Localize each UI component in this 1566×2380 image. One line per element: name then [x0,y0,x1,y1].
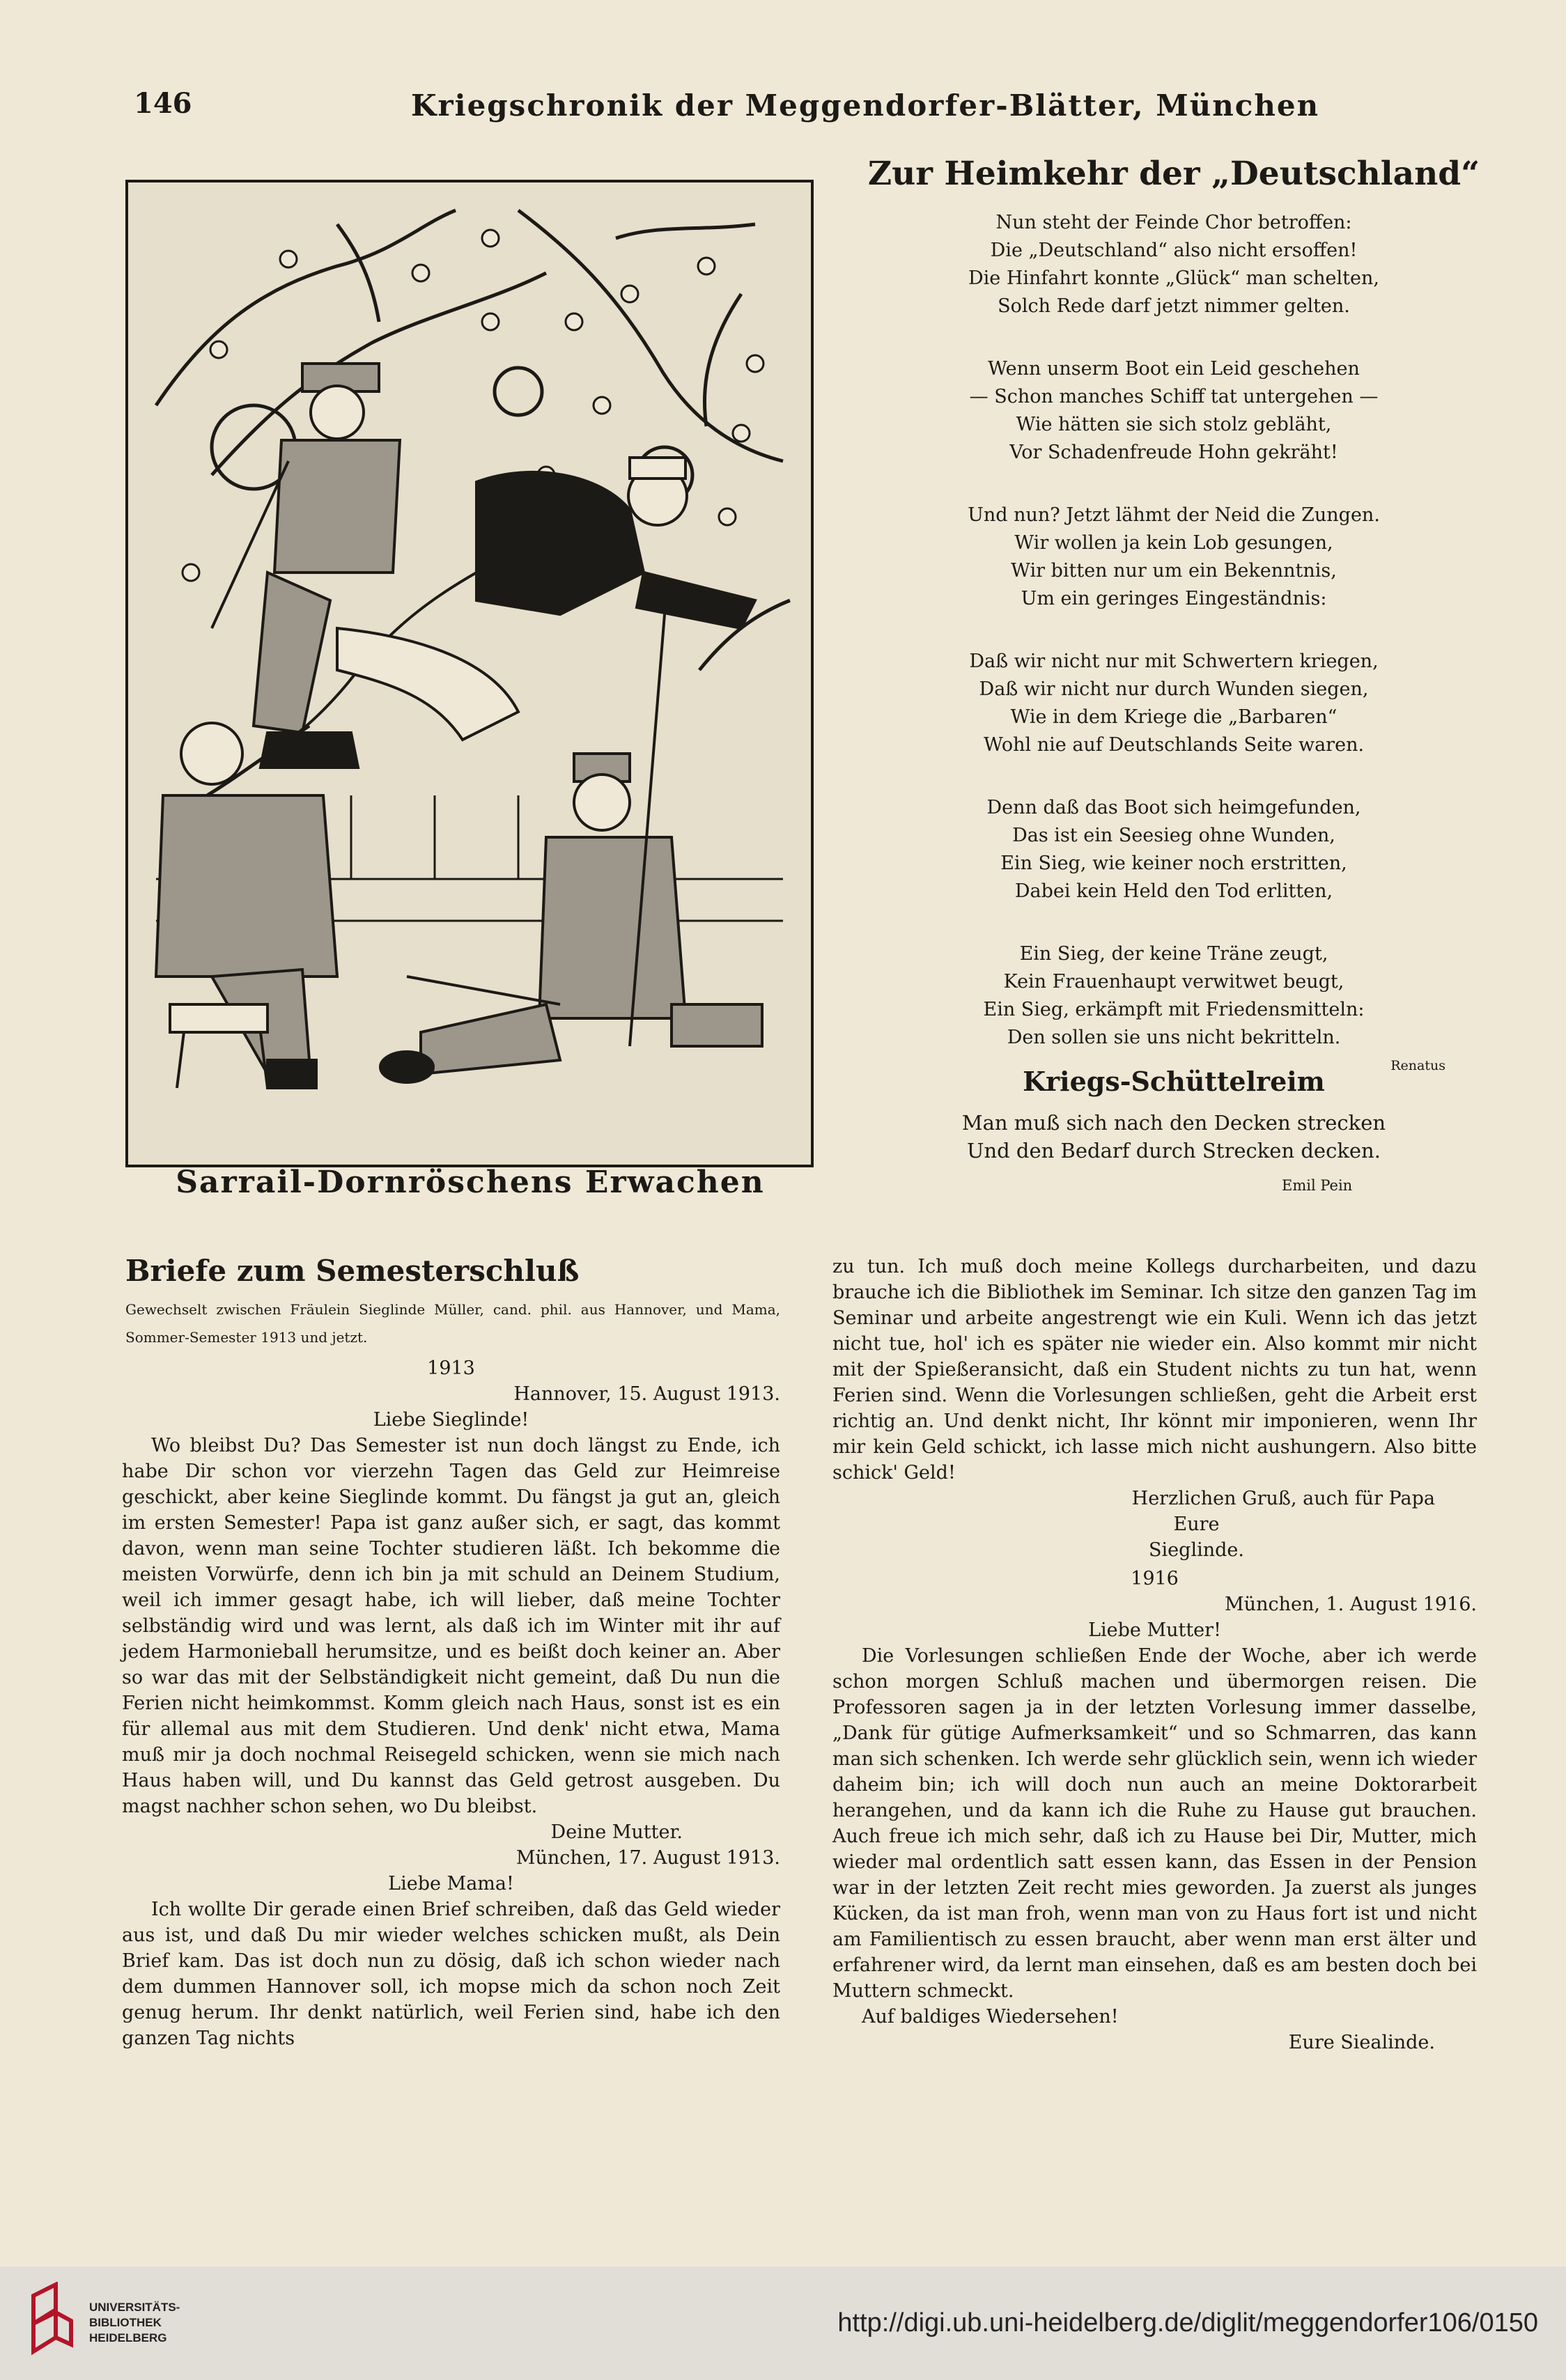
poem-line: Wenn unserm Boot ein Leid geschehen [988,358,1360,380]
kriegs-title: Kriegs-Schüttelreim [1023,1066,1325,1097]
poem-author: Renatus [1390,1058,1445,1073]
poem-stanza [836,648,1512,759]
poem-line: Die Hinfahrt konnte „Glück“ man schelten, [968,267,1379,289]
letter-closing: Eure [1173,1514,1220,1535]
poem-line: Nun steht der Feinde Chor betroffen: [995,212,1352,233]
poem-title: Zur Heimkehr der „Deutschland“ [867,155,1480,193]
year-heading: 1913 [427,1358,475,1379]
poem-line: Vor Schadenfreude Hohn gekräht! [1009,442,1338,463]
briefe-title: Briefe zum Semesterschluß [125,1254,580,1288]
letter-place-date: Hannover, 15. August 1913. [513,1383,780,1405]
poem-line: Den sollen sie uns nicht bekritteln. [1007,1027,1341,1048]
kriegs-verse [836,1109,1512,1165]
cartoon-illustration [125,180,814,1167]
letter-body: Ich wollte Dir gerade einen Brief schreiben, daß das Geld wieder aus ist, und daß Du mir wieder welches schicken mußt, als Dein Brief kam. Das ist doch nun zu dösig, daß ich schon wieder nach dem dummen Hannover soll, ich mopse mich da schon noch Zeit genug herum. Ihr denkt natürlich, weil Ferien sind, habe ich den ganzen Tag nichts [122,1899,780,2049]
page-number: 146 [134,87,192,120]
letter-body: zu tun. Ich muß doch meine Kollegs durcharbeiten, und dazu brauche ich die Bibliothek im Seminar. Ich sitze den ganzen Tag im Seminar und arbeite angestrengt wie ein Kuli. Wenn ich das jetzt nicht tue, hol' ich es später nie wieder ein. Also kommt mir nicht mit der Spießeransicht, daß ein Student nichts zu tun hat, wenn Ferien sind. Wenn die Vorlesungen schließen, geht die Arbeit erst richtig an. Und denkt nicht, Ihr könnt mir imponieren, wenn Ihr mir kein Geld schickt, ich lasse mich nicht aushungern. Also bitte schick' Geld! [832,1256,1477,1484]
text-column-right [832,1254,1477,2055]
library-name [89,2300,180,2346]
letter-body: Wo bleibst Du? Das Semester ist nun doch längst zu Ende, ich habe Dir schon vor vierzehn Tagen das Geld zur Heimreise geschickt, aber keine Sieglinde kommt. Du fängst ja gut an, gleich im ersten Semester! Papa ist ganz außer sich, er sagt, das kommt davon, wenn man seine Tochter studieren läßt. Ich bekomme die meisten Vorwürfe, denn ich bin ja mit schuld an Deinem Studium, weil ich immer gesagt habe, ich will lieber, daß meine Tochter selbständig wird und was lernt, als daß ich im Winter mit ihr auf jedem Harmonieball herumsitze, und es beißt doch keiner an. Aber so war das mit der Selbständigkeit nicht gemeint, daß Du nun die Ferien nicht heimkommst. Komm gleich nach Haus, sonst ist es ein für allemal aus mit dem Studieren. Und denk' nicht etwa, Mama muß mir ja doch nochmal Reisegeld schicken, wenn sie mich nach Haus haben will, und Du kannst das Geld getrost ausgeben. Du magst nachher schon sehen, wo Du bleibst. [122,1435,780,1817]
cartoon-drawing [128,182,811,1165]
letter-signature: Sieglinde. [1149,1539,1244,1561]
poem-line: Wir wollen ja kein Lob gesungen, [1014,532,1333,554]
poem-stanza [836,501,1512,613]
letter-body: Die Vorlesungen schließen Ende der Woche, aber ich werde schon morgen Schluß machen und übermorgen reisen. Die Professoren sagen ja in der letzten Vorlesung immer dasselbe, „Dank für gütige Aufmerksamkeit“ und so Schmarren, das kann man sich schenken. Ich werde sehr glücklich sein, wenn ich wieder daheim bin; ich will doch nun auch an meine Doktorarbeit herangehen, und da kann ich die Ruhe zu Hause gut brauchen. Auch freue ich mich sehr, daß ich zu Hause bei Dir, Mutter, mich wieder mal ordentlich satt essen kann, das Essen in der Pension war in der letzten Zeit recht mies geworden. Ja zuerst als junges Kücken, da ist man froh, wenn man von zu Haus fort ist und nicht am Familientisch zu essen braucht, aber wenn man erst älter und erfahrener wird, da lernt man einsehen, daß es am besten doch bei Muttern schmeckt. [832,1645,1477,2002]
poem-line: Daß wir nicht nur durch Wunden siegen, [979,678,1369,700]
year-heading: 1916 [1131,1568,1179,1589]
letter-greeting: Liebe Sieglinde! [373,1409,529,1431]
letter-regards: Herzlichen Gruß, auch für Papa [1131,1488,1435,1509]
poem-stanza [836,794,1512,905]
library-name-line: BIBLIOTHEK [89,2316,162,2329]
kriegs-line: Man muß sich nach den Decken strecken [961,1111,1386,1135]
poem-line: Wie hätten sie sich stolz gebläht, [1016,414,1332,435]
letter-signature: Eure Siealinde. [1288,2032,1435,2053]
digitization-footer [0,2266,1566,2380]
text-column-left [122,1355,780,2051]
illustration-caption: Sarrail-Dornröschens Erwachen [176,1165,765,1200]
letter-body: Auf baldiges Wiedersehen! [862,2006,1119,2028]
library-name-line: HEIDELBERG [89,2331,167,2344]
poem-line: Das ist ein Seesieg ohne Wunden, [1012,825,1335,846]
poem-stanza [836,355,1512,467]
briefe-subtitle: Gewechselt zwischen Fräulein Sieglinde Müller, cand. phil. aus Hannover, und Mama, Sommer-Semester 1913 und jetzt. [125,1301,780,1346]
poem-line: Wir bitten nur um ein Bekenntnis, [1011,560,1337,582]
poem-line: Die „Deutschland“ also nicht ersoffen! [990,240,1358,261]
kriegs-author: Emil Pein [1282,1177,1353,1194]
poem-line: Solch Rede darf jetzt nimmer gelten. [998,295,1350,317]
source-url[interactable]: http://digi.ub.uni-heidelberg.de/diglit/meggendorfer106/0150 [837,2308,1538,2338]
letter-place-date: München, 1. August 1916. [1225,1594,1477,1615]
poem-line: Und nun? Jetzt lähmt der Neid die Zungen. [968,504,1380,526]
running-title: Kriegschronik der Meggendorfer-Blätter, München [411,88,1320,123]
library-logo-icon [28,2282,77,2365]
poem-stanza [836,940,1512,1073]
poem-line: Wie in dem Kriege die „Barbaren“ [1010,706,1338,728]
poem-line: Ein Sieg, erkämpft mit Friedensmitteln: [983,999,1365,1020]
letter-signature: Deine Mutter. [550,1821,683,1843]
letter-greeting: Liebe Mutter! [1088,1619,1221,1641]
kriegs-line: Und den Bedarf durch Strecken decken. [967,1139,1381,1162]
poem-line: Um ein geringes Eingeständnis: [1021,588,1327,609]
poem-line: Kein Frauenhaupt verwitwet beugt, [1003,971,1344,993]
poem-stanza [836,209,1512,320]
page-header [0,87,1566,136]
letter-greeting: Liebe Mama! [388,1873,514,1895]
poem-line: — Schon manches Schiff tat untergehen — [969,386,1379,407]
poem-line: Denn daß das Boot sich heimgefunden, [986,797,1361,818]
poem-body [836,209,1512,1073]
letter-place-date: München, 17. August 1913. [515,1847,780,1869]
library-name-line: UNIVERSITÄTS- [89,2301,180,2314]
poem-line: Ein Sieg, wie keiner noch erstritten, [1000,853,1347,874]
poem-line: Wohl nie auf Deutschlands Seite waren. [983,734,1365,756]
poem-line: Dabei kein Held den Tod erlitten, [1014,880,1333,902]
poem-line: Daß wir nicht nur mit Schwertern kriegen, [969,651,1379,672]
poem-line: Ein Sieg, der keine Träne zeugt, [1019,943,1328,965]
